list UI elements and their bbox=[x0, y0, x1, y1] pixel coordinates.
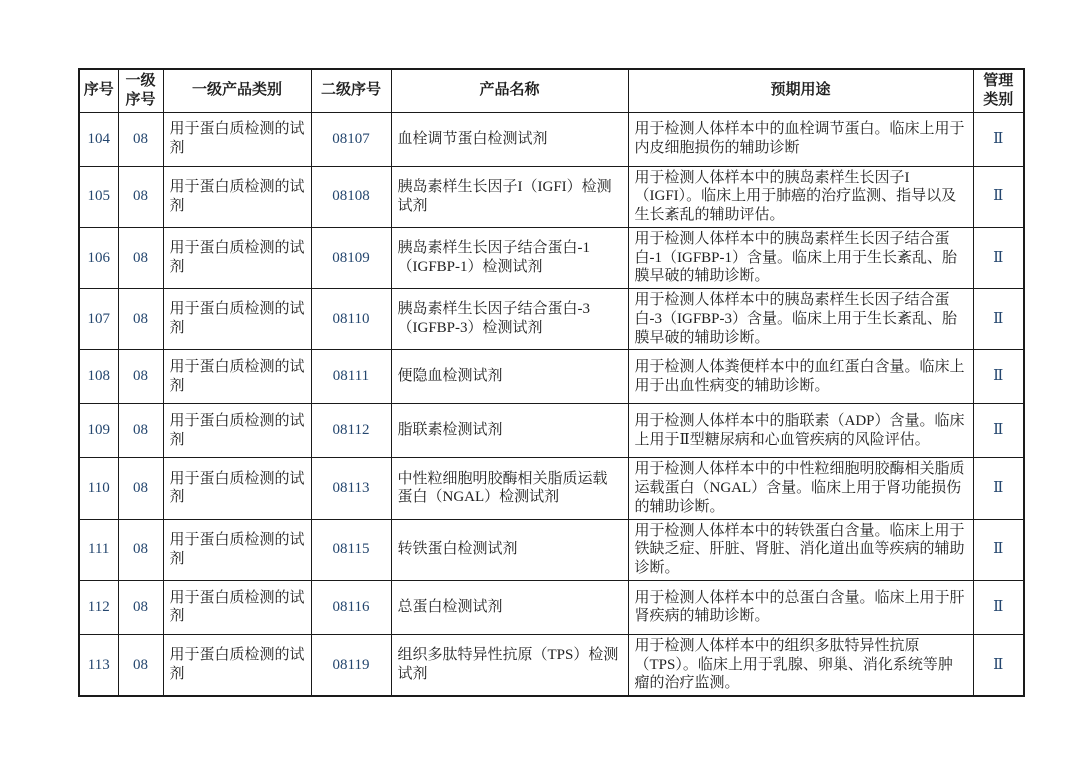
cell-level2-no: 08119 bbox=[311, 634, 391, 696]
column-header-seq: 序号 bbox=[79, 69, 118, 112]
cell-intended-use: 用于检测人体样本中的组织多肽特异性抗原（TPS）。临床上用于乳腺、卵巢、消化系统等肿瘤的治疗监测。 bbox=[628, 634, 973, 696]
cell-mgmt-class: Ⅱ bbox=[973, 519, 1024, 580]
cell-product-name: 转铁蛋白检测试剂 bbox=[391, 519, 628, 580]
cell-level1-no: 08 bbox=[118, 227, 163, 288]
table-row bbox=[79, 227, 1024, 288]
cell-level1-no: 08 bbox=[118, 580, 163, 634]
cell-product-name: 脂联素检测试剂 bbox=[391, 404, 628, 458]
cell-level1-no: 08 bbox=[118, 404, 163, 458]
cell-level1-category: 用于蛋白质检测的试剂 bbox=[163, 634, 311, 696]
cell-mgmt-class: Ⅱ bbox=[973, 458, 1024, 519]
cell-level2-no: 08112 bbox=[311, 404, 391, 458]
cell-product-name: 中性粒细胞明胶酶相关脂质运载蛋白（NGAL）检测试剂 bbox=[391, 458, 628, 519]
table-row bbox=[79, 112, 1024, 166]
cell-level1-category: 用于蛋白质检测的试剂 bbox=[163, 350, 311, 404]
cell-level1-no: 08 bbox=[118, 112, 163, 166]
cell-seq: 110 bbox=[79, 458, 118, 519]
cell-level1-category: 用于蛋白质检测的试剂 bbox=[163, 519, 311, 580]
cell-mgmt-class: Ⅱ bbox=[973, 227, 1024, 288]
cell-product-name: 胰岛素样生长因子I（IGFI）检测试剂 bbox=[391, 166, 628, 227]
cell-level2-no: 08108 bbox=[311, 166, 391, 227]
cell-mgmt-class: Ⅱ bbox=[973, 289, 1024, 350]
cell-level1-no: 08 bbox=[118, 289, 163, 350]
cell-level1-category: 用于蛋白质检测的试剂 bbox=[163, 458, 311, 519]
cell-level1-category: 用于蛋白质检测的试剂 bbox=[163, 289, 311, 350]
table-row bbox=[79, 166, 1024, 227]
cell-intended-use: 用于检测人体样本中的中性粒细胞明胶酶相关脂质运载蛋白（NGAL）含量。临床上用于肾功能损伤的辅助诊断。 bbox=[628, 458, 973, 519]
cell-intended-use: 用于检测人体粪便样本中的血红蛋白含量。临床上用于出血性病变的辅助诊断。 bbox=[628, 350, 973, 404]
cell-intended-use: 用于检测人体样本中的胰岛素样生长因子结合蛋白-3（IGFBP-3）含量。临床上用于生长紊乱、胎膜早破的辅助诊断。 bbox=[628, 289, 973, 350]
cell-seq: 111 bbox=[79, 519, 118, 580]
cell-seq: 106 bbox=[79, 227, 118, 288]
cell-level1-no: 08 bbox=[118, 634, 163, 696]
cell-level2-no: 08109 bbox=[311, 227, 391, 288]
column-header-level2-no: 二级序号 bbox=[311, 69, 391, 112]
cell-level2-no: 08110 bbox=[311, 289, 391, 350]
cell-mgmt-class: Ⅱ bbox=[973, 404, 1024, 458]
header-row bbox=[79, 69, 1024, 112]
table-row bbox=[79, 634, 1024, 696]
table-row bbox=[79, 350, 1024, 404]
column-header-level1-no: 一级序号 bbox=[118, 69, 163, 112]
table-row bbox=[79, 404, 1024, 458]
cell-level2-no: 08111 bbox=[311, 350, 391, 404]
table-row bbox=[79, 458, 1024, 519]
cell-level2-no: 08116 bbox=[311, 580, 391, 634]
cell-seq: 105 bbox=[79, 166, 118, 227]
cell-mgmt-class: Ⅱ bbox=[973, 634, 1024, 696]
column-header-product-name: 产品名称 bbox=[391, 69, 628, 112]
cell-level1-no: 08 bbox=[118, 519, 163, 580]
cell-product-name: 便隐血检测试剂 bbox=[391, 350, 628, 404]
cell-seq: 107 bbox=[79, 289, 118, 350]
cell-level1-no: 08 bbox=[118, 350, 163, 404]
cell-product-name: 胰岛素样生长因子结合蛋白-3（IGFBP-3）检测试剂 bbox=[391, 289, 628, 350]
cell-seq: 108 bbox=[79, 350, 118, 404]
cell-intended-use: 用于检测人体样本中的转铁蛋白含量。临床上用于铁缺乏症、肝脏、肾脏、消化道出血等疾病的辅助诊断。 bbox=[628, 519, 973, 580]
table-row bbox=[79, 519, 1024, 580]
cell-intended-use: 用于检测人体样本中的胰岛素样生长因子I（IGFI）。临床上用于肺癌的治疗监测、指导以及生长紊乱的辅助评估。 bbox=[628, 166, 973, 227]
cell-level1-category: 用于蛋白质检测的试剂 bbox=[163, 404, 311, 458]
column-header-level1-category: 一级产品类别 bbox=[163, 69, 311, 112]
cell-level1-category: 用于蛋白质检测的试剂 bbox=[163, 580, 311, 634]
cell-intended-use: 用于检测人体样本中的脂联素（ADP）含量。临床上用于Ⅱ型糖尿病和心血管疾病的风险评估。 bbox=[628, 404, 973, 458]
cell-intended-use: 用于检测人体样本中的血栓调节蛋白。临床上用于内皮细胞损伤的辅助诊断 bbox=[628, 112, 973, 166]
cell-intended-use: 用于检测人体样本中的总蛋白含量。临床上用于肝肾疾病的辅助诊断。 bbox=[628, 580, 973, 634]
cell-product-name: 组织多肽特异性抗原（TPS）检测试剂 bbox=[391, 634, 628, 696]
cell-level1-category: 用于蛋白质检测的试剂 bbox=[163, 227, 311, 288]
table-row bbox=[79, 289, 1024, 350]
cell-seq: 109 bbox=[79, 404, 118, 458]
cell-seq: 104 bbox=[79, 112, 118, 166]
cell-level1-no: 08 bbox=[118, 458, 163, 519]
cell-seq: 113 bbox=[79, 634, 118, 696]
cell-mgmt-class: Ⅱ bbox=[973, 112, 1024, 166]
cell-level2-no: 08115 bbox=[311, 519, 391, 580]
cell-mgmt-class: Ⅱ bbox=[973, 166, 1024, 227]
cell-product-name: 胰岛素样生长因子结合蛋白-1（IGFBP-1）检测试剂 bbox=[391, 227, 628, 288]
cell-level2-no: 08107 bbox=[311, 112, 391, 166]
cell-seq: 112 bbox=[79, 580, 118, 634]
column-header-intended-use: 预期用途 bbox=[628, 69, 973, 112]
cell-product-name: 总蛋白检测试剂 bbox=[391, 580, 628, 634]
column-header-mgmt-class: 管理类别 bbox=[973, 69, 1024, 112]
cell-mgmt-class: Ⅱ bbox=[973, 580, 1024, 634]
cell-intended-use: 用于检测人体样本中的胰岛素样生长因子结合蛋白-1（IGFBP-1）含量。临床上用于生长紊乱、胎膜早破的辅助诊断。 bbox=[628, 227, 973, 288]
cell-level1-category: 用于蛋白质检测的试剂 bbox=[163, 112, 311, 166]
cell-level1-no: 08 bbox=[118, 166, 163, 227]
cell-level2-no: 08113 bbox=[311, 458, 391, 519]
cell-product-name: 血栓调节蛋白检测试剂 bbox=[391, 112, 628, 166]
cell-level1-category: 用于蛋白质检测的试剂 bbox=[163, 166, 311, 227]
table-row bbox=[79, 580, 1024, 634]
product-table bbox=[78, 68, 1025, 697]
cell-mgmt-class: Ⅱ bbox=[973, 350, 1024, 404]
